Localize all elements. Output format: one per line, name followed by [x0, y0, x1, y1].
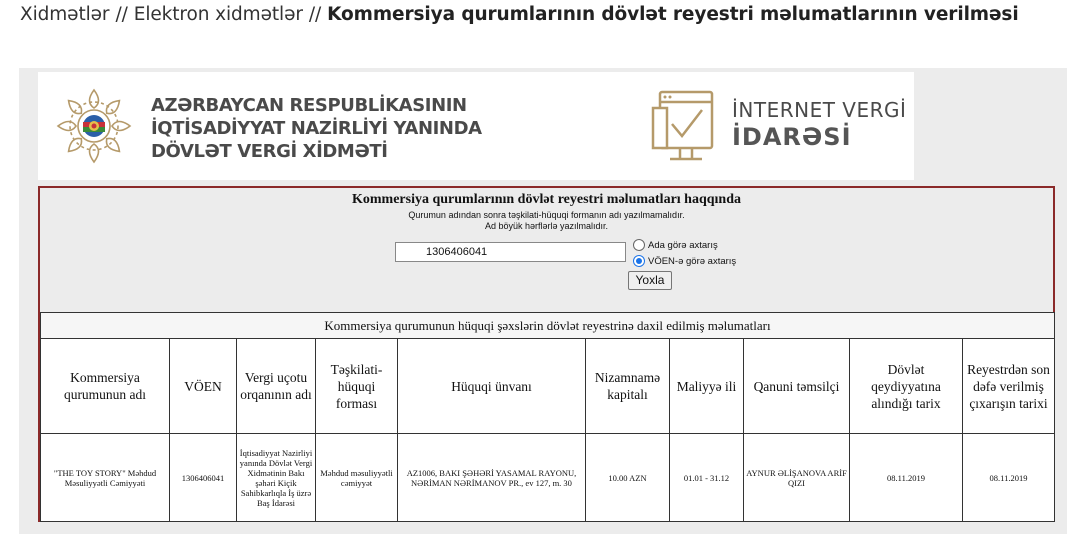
breadcrumb-item-services[interactable]: Xidmətlər	[20, 4, 110, 25]
table-cell: "THE TOY STORY" Məhdud Məsuliyyətli Cəmiyyəti	[41, 434, 170, 522]
column-header: Vergi uçotu orqanının adı	[237, 339, 316, 434]
table-row	[41, 434, 1055, 522]
search-input[interactable]: 1306406041	[395, 242, 626, 262]
org-title-line: AZƏRBAYCAN RESPUBLİKASININ	[151, 95, 467, 116]
portal-title-line2: İDARƏSİ	[732, 123, 852, 151]
column-header: Maliyyə ili	[670, 339, 744, 434]
column-header: Qanuni təmsilçi	[744, 339, 850, 434]
registry-panel	[38, 186, 1055, 522]
breadcrumb	[20, 4, 1019, 25]
radio-button[interactable]	[633, 239, 645, 251]
breadcrumb-separator: //	[308, 4, 322, 25]
table-cell: 08.11.2019	[963, 434, 1055, 522]
column-header: Hüquqi ünvanı	[398, 339, 586, 434]
column-header: Kommersiya qurumunun adı	[41, 339, 170, 434]
radio-search-by-name[interactable]	[633, 239, 718, 251]
column-header: Reyestrdən son dəfə verilmiş çıxarışın tarixi	[963, 339, 1055, 434]
column-header: Dövlət qeydiyyatına alındığı tarix	[850, 339, 963, 434]
results-caption: Kommersiya qurumunun hüquqi şəxslərin dövlət reyestrinə daxil edilmiş məlumatları	[41, 313, 1055, 339]
radio-button[interactable]	[633, 255, 645, 267]
table-cell: İqtisadiyyat Nazirliyi yanında Dövlət Vergi Xidmətinin Bakı şəhəri Kiçik Sahibkarlıqla İş üzrə Baş İdarəsi	[237, 434, 316, 522]
search-form-title: Kommersiya qurumlarının dövlət reyestri məlumatları haqqında	[351, 192, 741, 207]
results-table	[40, 312, 1055, 522]
org-title-line: İQTİSADİYYAT NAZİRLİYİ YANINDA	[151, 118, 482, 139]
table-cell: AZ1006, BAKI ŞƏHƏRİ YASAMAL RAYONU, NƏRİMAN NƏRİMANOV PR., ev 127, m. 30	[398, 434, 586, 522]
portal-title-line1: İNTERNET VERGİ	[732, 98, 907, 122]
table-cell: 1306406041	[170, 434, 237, 522]
table-cell: 08.11.2019	[850, 434, 963, 522]
breadcrumb-current-page: Kommersiya qurumlarının dövlət reyestri məlumatlarının verilməsi	[327, 4, 1019, 25]
column-header: Nizamnamə kapitalı	[586, 339, 670, 434]
table-cell: 10.00 AZN	[586, 434, 670, 522]
search-note: Ad böyük hərflərlə yazılmalıdır.	[484, 221, 609, 231]
radio-label: VÖEN-ə görə axtarış	[648, 255, 737, 267]
header-banner	[38, 72, 914, 180]
radio-search-by-voen[interactable]	[633, 255, 736, 267]
column-header: Təşkilati-hüquqi forması	[316, 339, 398, 434]
table-cell: 01.01 - 31.12	[670, 434, 744, 522]
portal-title	[732, 98, 906, 152]
table-header-row	[41, 339, 1055, 434]
table-cell: Məhdud məsuliyyətli cəmiyyət	[316, 434, 398, 522]
search-note: Qurumun adından sonra təşkilati-hüquqi formanın adı yazılmamalıdır.	[408, 210, 685, 220]
monitor-check-icon	[650, 88, 718, 164]
table-cell: AYNUR ƏLİŞANOVA ARİF QIZI	[744, 434, 850, 522]
org-title-line: DÖVLƏT VERGİ XİDMƏTİ	[151, 141, 388, 162]
check-button[interactable]: Yoxla	[628, 271, 672, 290]
organization-title	[151, 94, 482, 163]
column-header: VÖEN	[170, 339, 237, 434]
radio-label: Ada görə axtarış	[648, 239, 718, 251]
breadcrumb-item-e-services[interactable]: Elektron xidmətlər	[133, 4, 303, 25]
azerbaijan-emblem-icon	[54, 86, 134, 166]
breadcrumb-separator: //	[115, 4, 128, 25]
